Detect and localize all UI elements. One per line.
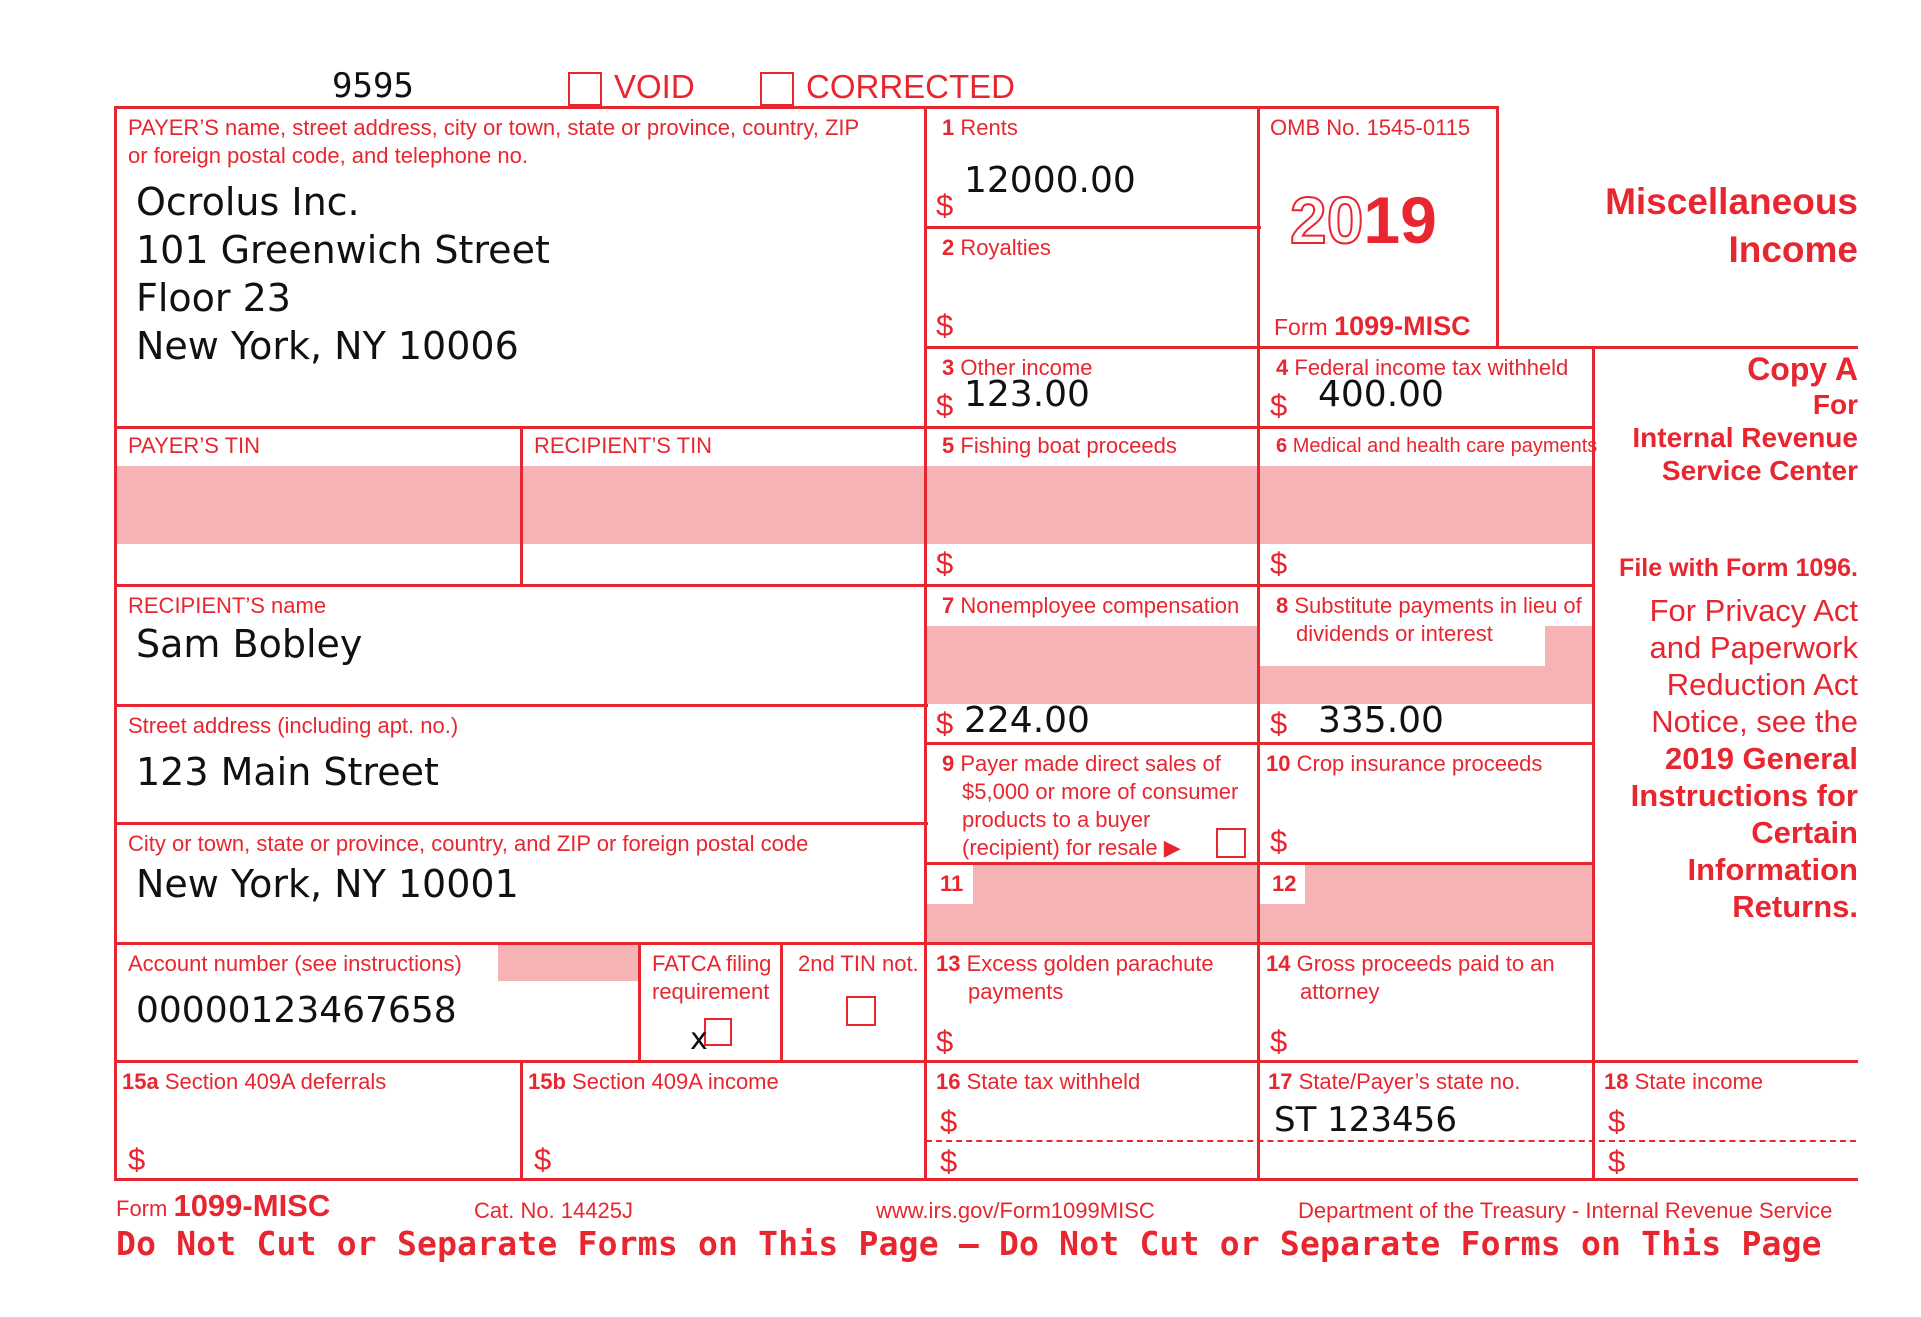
void-checkbox[interactable] [568,72,602,106]
footer-cat-no: Cat. No. 14425J [474,1198,633,1223]
recipient-name: Sam Bobley [136,622,363,666]
box16-dollar-2: $ [940,1144,958,1179]
line-top [114,106,1499,109]
shade-box11b [926,904,1259,942]
box18-dollar-1: $ [1608,1104,1626,1139]
box13-label-1: 13 Excess golden parachute [936,951,1214,976]
fatca-checkbox[interactable] [704,1018,732,1046]
line-mid [924,106,927,1181]
shade-box12b [1259,904,1593,942]
copy-a-block: Copy A For Internal Revenue Service Center [1632,351,1858,486]
box8-label-2: dividends or interest [1296,621,1493,646]
line-state-dashed [926,1140,1856,1142]
shade-box8b [1259,666,1593,704]
line-form-bottom [114,1178,1858,1181]
recipient-name-label: RECIPIENT’S name [128,593,327,618]
box7-label: 7 Nonemployee compensation [942,593,1240,618]
box5-label: 5 Fishing boat proceeds [942,433,1177,458]
payer-label-2: or foreign postal code, and telephone no. [128,143,528,168]
line-15-split [520,1060,523,1180]
box4-dollar: $ [1270,388,1288,423]
shade-box12 [1305,864,1593,904]
shade-account [498,945,638,981]
payer-floor: Floor 23 [136,276,291,320]
box14-dollar: $ [1270,1024,1288,1059]
line-fatca-right [780,942,783,1062]
box8-label-1: 8 Substitute payments in lieu of [1276,593,1582,618]
box14-label-2: attorney [1300,979,1380,1004]
line-left [114,106,117,1181]
line-payer-bottom [114,426,1595,429]
box9-label-3: products to a buyer [962,807,1151,832]
payer-street: 101 Greenwich Street [136,228,550,272]
footer-url: www.irs.gov/Form1099MISC [876,1198,1155,1223]
line-b7-bottom [926,742,1595,745]
line-city-bottom [114,942,1595,945]
box17-value: ST 123456 [1274,1100,1457,1140]
box12-label: 12 [1272,871,1297,896]
box18-dollar-2: $ [1608,1144,1626,1179]
box6-label: 6 Medical and health care payments [1276,435,1598,457]
box16-dollar-1: $ [940,1104,958,1139]
shade-box6 [1259,466,1593,544]
void-label: VOID [614,68,695,105]
box9-label-1: 9 Payer made direct sales of [942,751,1221,776]
tin2-label: 2nd TIN not. [798,951,919,976]
privacy-notice: For Privacy Act and Paperwork Reduction Act Notice, see the 2019 General Instructions for Certain Information Returns. [1630,593,1858,924]
line-b9-bottom [926,862,1595,865]
recipient-tin-label: RECIPIENT’S TIN [534,433,713,458]
box9-label-2: $5,000 or more of consumer [962,779,1239,804]
box4-label: 4 Federal income tax withheld [1276,355,1569,380]
payer-tin-label: PAYER’S TIN [128,433,261,458]
file-with-1096: File with Form 1096. [1619,554,1858,582]
city-label: City or town, state or province, country, and ZIP or foreign postal code [128,831,809,856]
payer-city: New York, NY 10006 [136,324,519,368]
fatca-label-2: requirement [652,979,770,1004]
payer-name: Ocrolus Inc. [136,180,360,224]
box3-value: 123.00 [964,374,1090,415]
line-omb-right [1496,106,1499,348]
omb-number: OMB No. 1545-0115 [1270,115,1471,140]
box15b-dollar: $ [534,1142,552,1177]
box14-label-1: 14 Gross proceeds paid to an [1266,951,1555,976]
box1-dollar: $ [936,188,954,223]
line-copy-left [1592,346,1595,1181]
box10-dollar: $ [1270,824,1288,859]
box6-dollar: $ [1270,546,1288,581]
form-code: 9595 [332,66,414,106]
omb-form-name: Form 1099-MISC [1274,311,1471,341]
tax-year: 2019 [1290,183,1437,257]
box3-dollar: $ [936,388,954,423]
shade-box7 [926,626,1259,704]
box10-label: 10 Crop insurance proceeds [1266,751,1543,776]
footer-warning: Do Not Cut or Separate Forms on This Page — Do Not Cut or Separate Forms on This Page [116,1224,1822,1263]
recipient-city: New York, NY 10001 [136,862,519,906]
box8-value: 335.00 [1318,700,1444,741]
box7-value: 224.00 [964,700,1090,741]
box13-label-2: payments [968,979,1064,1004]
line-b1-b2 [926,226,1261,229]
box15a-label: 15a Section 409A deferrals [122,1069,387,1094]
account-label: Account number (see instructions) [128,951,462,976]
corrected-label: CORRECTED [806,68,1016,105]
line-omb-bottom [926,346,1858,349]
line-tin-bottom [114,584,1595,587]
line-tin-split [520,426,523,586]
footer-dept: Department of the Treasury - Internal Revenue Service [1298,1198,1833,1223]
box7-dollar: $ [936,706,954,741]
payer-label-1: PAYER’S name, street address, city or town, state or province, country, ZIP [128,115,860,140]
box15a-dollar: $ [128,1142,146,1177]
box5-dollar: $ [936,546,954,581]
recipient-street: 123 Main Street [136,750,439,794]
box2-dollar: $ [936,308,954,343]
box9-checkbox[interactable] [1216,828,1246,858]
box17-label: 17 State/Payer’s state no. [1268,1069,1521,1094]
box15b-label: 15b Section 409A income [528,1069,779,1094]
shade-box11 [973,864,1259,904]
street-label: Street address (including apt. no.) [128,713,459,738]
fatca-label-1: FATCA filing [652,951,772,976]
account-number: 00000123467658 [136,990,457,1031]
box8-dollar: $ [1270,706,1288,741]
box1-value: 12000.00 [964,160,1136,201]
line-account-bottom [114,1060,1858,1063]
corrected-checkbox[interactable] [760,72,794,106]
shade-box5 [926,466,1259,544]
box11-label: 11 [940,871,964,896]
footer-form-name: Form 1099-MISC [116,1188,331,1223]
box3-label: 3 Other income [942,355,1093,380]
box2-label: 2 Royalties [942,235,1051,260]
box4-value: 400.00 [1318,374,1444,415]
line-street-bottom [114,822,928,825]
box16-label: 16 State tax withheld [936,1069,1141,1094]
fatca-mark: x [690,1022,708,1057]
form-title: Miscellaneous Income [1605,181,1858,270]
box1-label: 1 Rents [942,115,1018,140]
line-recip-name-bottom [114,704,928,707]
line-omb-left [1257,106,1260,1181]
box18-label: 18 State income [1604,1069,1764,1094]
box9-label-4: (recipient) for resale ▶ [962,835,1181,860]
box13-dollar: $ [936,1024,954,1059]
shade-box8a [1545,626,1593,666]
tin2-checkbox[interactable] [846,996,876,1026]
line-fatca-left [638,942,641,1062]
